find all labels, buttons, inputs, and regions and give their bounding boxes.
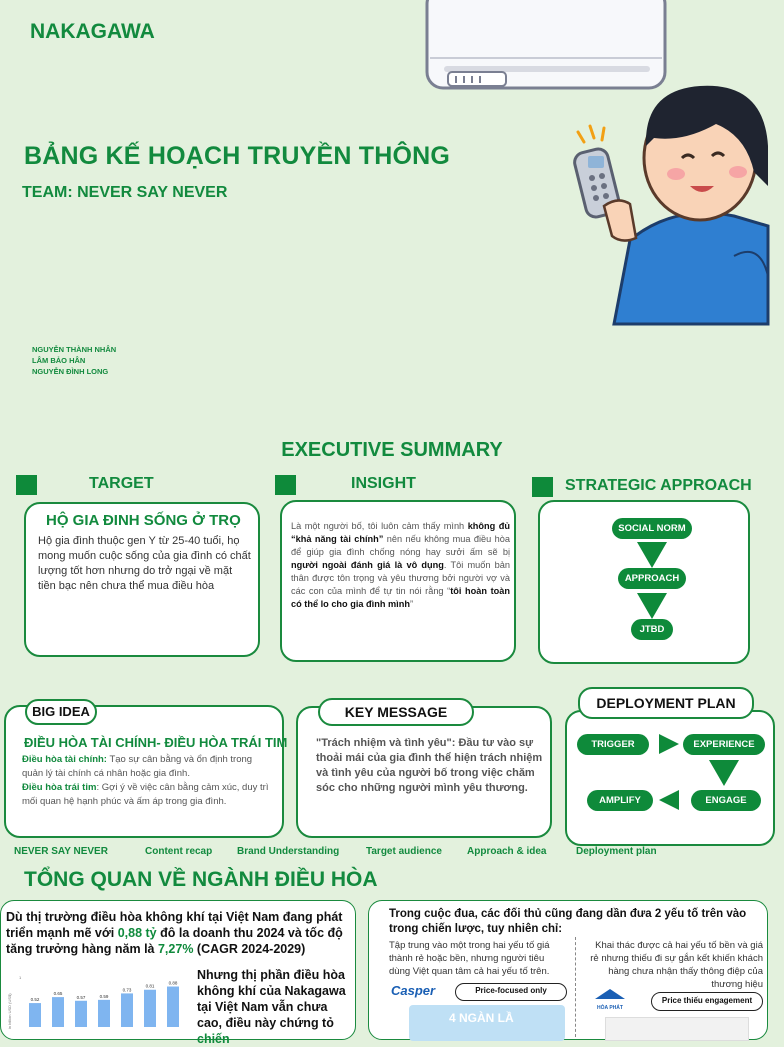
bar-2029 bbox=[167, 987, 179, 1027]
big-idea-heading: ĐIỀU HÒA TÀI CHÍNH- ĐIỀU HÒA TRÁI TIM bbox=[24, 735, 288, 750]
competitor-summary: Trong cuộc đua, các đối thủ cũng đang dần đưa 2 yếu tố trên vào trong chiến lược, tuy nhiên chỉ: bbox=[389, 908, 747, 935]
casper-ad-banner bbox=[409, 1005, 565, 1041]
bar-2023 bbox=[29, 1003, 41, 1027]
insight-text: Là một người bố, tôi luôn cảm thấy mình không đủ “khả năng tài chính” nên nếu không mua điều hòa để giúp gia đình chống nóng hay sưởi ấm sẽ bị người ngoài đánh giá là vô dụng. Tôi muốn bản thân được tôn trọng và yêu thương bởi người vợ và các con của mình để tự tin nói rằng “tôi hoàn toàn có thể lo cho gia đình mình” bbox=[291, 521, 511, 609]
brand-name: NAKAGAWA bbox=[30, 20, 155, 43]
section-marker bbox=[16, 475, 37, 495]
bar-value-label: 0.65 bbox=[53, 991, 63, 997]
bar-2026 bbox=[98, 1000, 110, 1027]
step-trigger: TRIGGER bbox=[577, 734, 649, 755]
step-engage: ENGAGE bbox=[691, 790, 761, 811]
bar-value-label: 0.88 bbox=[168, 980, 178, 986]
industry-overview-heading: TỔNG QUAN VỀ NGÀNH ĐIỀU HÒA bbox=[24, 868, 378, 891]
competitor-point-price: Tập trung vào một trong hai yếu tố giá thành rẻ hoặc bền, nhưng người tiêu dùng Việt quan tâm cả hai yếu tố trên. bbox=[389, 940, 550, 977]
price-focused-tag: Price-focused only bbox=[455, 983, 567, 1001]
step-experience: EXPERIENCE bbox=[683, 734, 765, 755]
insight-highlight: không đủ “khả năng tài chính” bbox=[291, 521, 510, 544]
bar-value-label: 0.57 bbox=[76, 994, 86, 1000]
section-marker bbox=[275, 475, 296, 495]
member-name: NGUYỄN ĐÌNH LONG bbox=[32, 367, 109, 376]
key-message-label: KEY MESSAGE bbox=[318, 698, 474, 726]
nav-brand-understanding[interactable]: Brand Understanding bbox=[237, 846, 340, 857]
bar-value-label: 0.59 bbox=[99, 993, 109, 999]
big-idea-description: Điều hòa tài chính: Tạo sự cân bằng và ổn định trong quản lý tài chính cá nhân hoặc gia đình. Điều hòa trái tim: Gợi ý về việc cân bằng cảm xúc, duy trì mối quan hệ hạnh phúc và ấm áp trong gia đình. bbox=[22, 754, 269, 807]
revenue-bar-chart bbox=[5, 971, 193, 1031]
step-social-norm: SOCIAL NORM bbox=[612, 518, 692, 539]
nav-approach-idea[interactable]: Approach & idea bbox=[467, 846, 547, 857]
member-name: LÂM BẢO HÂN bbox=[32, 356, 86, 365]
bar-2028 bbox=[144, 990, 156, 1027]
competitor-card bbox=[368, 900, 768, 1040]
target-card bbox=[24, 502, 260, 657]
executive-summary-heading: EXECUTIVE SUMMARY bbox=[281, 439, 503, 461]
nav-content-recap[interactable]: Content recap bbox=[145, 846, 213, 857]
step-amplify: AMPLIFY bbox=[587, 790, 653, 811]
target-heading: TARGET bbox=[89, 475, 154, 492]
bar-2027 bbox=[121, 993, 133, 1027]
arrow-right-icon bbox=[659, 734, 679, 754]
chart-y-tick: 1 bbox=[19, 975, 22, 980]
team-name: TEAM: NEVER SAY NEVER bbox=[22, 184, 228, 201]
step-approach: APPROACH bbox=[618, 568, 686, 589]
market-share-text: Nhưng thị phần điều hòa không khí của Nakagawa tại Việt Nam vẫn chưa cao, điều này chứng tỏ chiến bbox=[197, 968, 346, 1046]
arrow-down-icon bbox=[637, 593, 667, 619]
market-card bbox=[0, 900, 356, 1046]
step-jtbd: JTBD bbox=[631, 619, 673, 640]
bar-value-label: 0.73 bbox=[122, 987, 132, 993]
revenue-value: 0,88 tỷ bbox=[117, 926, 157, 940]
divider bbox=[575, 937, 576, 1037]
arrow-left-icon bbox=[659, 790, 679, 810]
insight-heading: INSIGHT bbox=[351, 475, 416, 492]
ad-text: 4 NGÀN LẦ bbox=[449, 1011, 514, 1025]
cagr-value: 7,27% bbox=[157, 942, 194, 956]
bar-value-label: 0.81 bbox=[145, 983, 155, 989]
nav-team[interactable]: NEVER SAY NEVER bbox=[14, 846, 108, 857]
target-description: Hộ gia đình thuộc gen Y từ 25-40 tuổi, họ mong muốn cuộc sống của gia đình có chất lượng tốt hơn nhưng do trở ngại về mặt tiền bạc nên chưa thể mua điều hòa bbox=[38, 535, 251, 592]
bar-2025 bbox=[75, 1001, 87, 1027]
deployment-plan-label: DEPLOYMENT PLAN bbox=[578, 687, 754, 719]
arrow-down-icon bbox=[637, 542, 667, 568]
competitor-point-engagement: Khai thác được cả hai yếu tố bền và giá rẻ nhưng thiếu đi sự gắn kết khiến khách hàng chưa nhận thấy thông điệp của thương hiệu bbox=[590, 940, 763, 990]
big-idea-label: BIG IDEA bbox=[25, 699, 97, 725]
insight-highlight: tôi hoàn toàn có thể lo cho gia đình mình bbox=[291, 586, 511, 609]
nav-deployment-plan[interactable]: Deployment plan bbox=[576, 846, 657, 857]
arrow-down-icon bbox=[709, 760, 739, 786]
bar-value-label: 0.52 bbox=[30, 997, 40, 1003]
engagement-gap-tag: Price thiếu engagement bbox=[651, 992, 763, 1011]
strategic-approach-card bbox=[538, 500, 750, 664]
hoa-phat-mark-icon bbox=[593, 988, 627, 1000]
strategic-approach-heading: STRATEGIC APPROACH bbox=[565, 477, 752, 494]
section-marker bbox=[532, 477, 553, 497]
casper-logo: Casper bbox=[391, 983, 436, 998]
hoa-phat-product-image bbox=[605, 1017, 749, 1041]
target-segment: HỘ GIA ĐINH SỐNG Ở TRỌ bbox=[46, 512, 241, 529]
person-with-remote-illustration bbox=[574, 76, 768, 324]
nav-target-audience[interactable]: Target audience bbox=[366, 846, 442, 857]
market-summary: Dù thị trường điều hòa không khí tại Việt Nam đang phát triển mạnh mẽ với 0,88 tỷ đô la doanh thu 2024 và tốc độ tăng trưởng hàng năm là 7,27% (CAGR 2024-2029) bbox=[6, 910, 343, 956]
bar-2024 bbox=[52, 997, 64, 1027]
page-title: BẢNG KẾ HOẠCH TRUYỀN THÔNG bbox=[24, 142, 451, 170]
insight-card bbox=[280, 500, 516, 662]
hoa-phat-logo: HÒA PHÁT bbox=[593, 987, 627, 1011]
key-message-text: "Trách nhiệm và tình yêu": Đầu tư vào sự thoải mái của gia đình thể hiện trách nhiệm và tình yêu của người bố trong việc chăm sóc cho những người mình yêu thương. bbox=[316, 737, 543, 794]
insight-highlight: người ngoài đánh giá là vô dụng bbox=[291, 560, 444, 570]
member-name: NGUYỄN THÀNH NHÂN bbox=[32, 345, 117, 354]
deployment-plan-card bbox=[565, 710, 775, 846]
member-list bbox=[32, 344, 116, 377]
chart-y-label: in billion USD (US$) bbox=[7, 993, 12, 1029]
